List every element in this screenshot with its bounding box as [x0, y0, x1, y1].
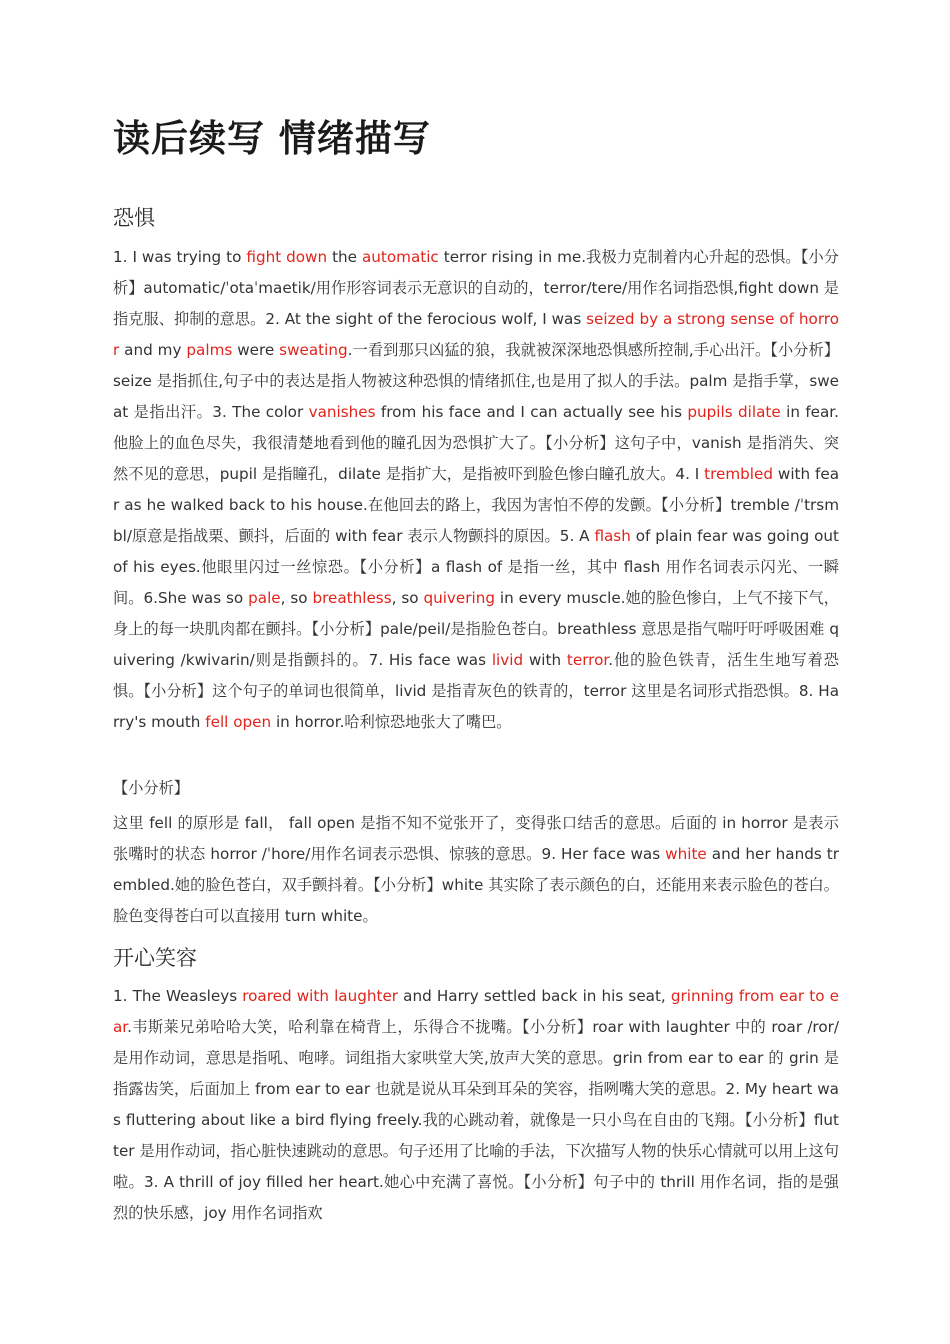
text-run: , so: [391, 589, 424, 607]
happy-paragraph-1: [113, 981, 839, 1229]
highlighted-phrase: livid: [491, 651, 524, 669]
text-run: of plain fear was going out of his eyes.他眼里闪过一丝惊恐。【小分析】a flash of 是指一丝，其中 flash 用作名词表示闪光、一瞬间。6.She was so: [113, 527, 839, 607]
text-run: in fear.他脸上的血色尽失，我很清楚地看到他的瞳孔因为恐惧扩大了。【小分析】这句子中，vanish 是指消失、突然不见的意思，pupil 是指瞳孔，dilate 是指扩大，是指被吓到脸色惨白瞳孔放大。4. I: [113, 403, 839, 483]
text-run: .韦斯莱兄弟哈哈大笑，哈利靠在椅背上，乐得合不拢嘴。【小分析】roar with laughter 中的 roar /ror/是用作动词，意思是指吼、咆哮。词组指大家哄堂大笑,放声大笑的意思。grin from ear to ear 的 grin 是指露齿笑，后面加上 from ear to ear 也就是说从耳朵到耳朵的笑容，指咧嘴大笑的意思。2. My heart was fluttering about like a bird flying freely.我的心跳动着，就像是一只小鸟在自由的飞翔。【小分析】flutter 是用作动词，指心脏快速跳动的意思。句子还用了比喻的手法，下次描写人物的快乐心情就可以用上这句啦。3. A thrill of joy filled her heart.她心中充满了喜悦。【小分析】句子中的 thrill 用作名词，指的是强烈的快乐感，joy 用作名词指欢: [113, 1018, 839, 1222]
highlighted-phrase: pale: [248, 589, 281, 607]
text-run: from his face and I can actually see his: [375, 403, 688, 421]
text-run: with fear as he walked back to his house.在他回去的路上，我因为害怕不停的发颤。【小分析】tremble /ˈtrsmbl/原意是指战栗、颤抖，后面的 with fear 表示人物颤抖的原因。5. A: [113, 465, 840, 545]
text-run: and Harry settled back in his seat,: [398, 987, 671, 1005]
fear-paragraph-3: [113, 808, 839, 932]
highlighted-phrase: white: [665, 845, 707, 863]
text-run: 这里 fell 的原形是 fall， fall open 是指不知不觉张开了，变得张口结舌的意思。后面的 in horror 是表示张嘴时的状态 horror /ˈhore/用作名词表示恐惧、惊骇的意思。9. Her face was: [113, 814, 839, 863]
text-run: in horror.哈利惊恐地张大了嘴巴。: [271, 713, 512, 731]
highlighted-phrase: sweating: [279, 341, 348, 359]
text-run: terror rising in me.我极力克制着内心升起的恐惧。【小分析】automatic/ˈotaˈmaetik/用作形容词表示无意识的自动的，terror/tere/用作名词指恐惧,fight down 是指克服、抑制的意思。2. At the sight of the ferocious wolf, I was: [113, 248, 839, 328]
text-run: the: [327, 248, 362, 266]
page-title: 读后续写 情绪描写: [113, 117, 431, 160]
highlighted-phrase: pupils dilate: [687, 403, 781, 421]
highlighted-phrase: quivering: [423, 589, 495, 607]
text-run: 1. The Weasleys: [113, 987, 243, 1005]
highlighted-phrase: flash: [594, 527, 631, 545]
highlighted-phrase: grinning from ear to ear: [113, 987, 839, 1036]
highlighted-phrase: vanishes: [308, 403, 376, 421]
text-run: with: [523, 651, 567, 669]
fear-paragraph-2: [113, 773, 839, 804]
section-heading-fear: 恐惧: [113, 206, 155, 230]
highlighted-phrase: seized by a strong sense of horror: [113, 310, 839, 359]
text-run: and her hands trembled.她的脸色苍白，双手颤抖着。【小分析】white 其实除了表示颜色的白，还能用来表示脸色的苍白。脸色变得苍白可以直接用 turn white。: [113, 845, 839, 925]
section-heading-happy: 开心笑容: [113, 946, 197, 970]
highlighted-phrase: trembled: [704, 465, 774, 483]
highlighted-phrase: terror: [566, 651, 609, 669]
fear-paragraph-1: [113, 242, 839, 738]
text-run: in every muscle.她的脸色惨白，上气不接下气，身上的每一块肌肉都在颤抖。【小分析】pale/peil/是指脸色苍白。breathless 意思是指气喘吁吁呼吸困难 quivering /kwivarin/则是指颤抖的。7. His face was: [113, 589, 839, 669]
highlighted-phrase: breathless: [312, 589, 392, 607]
text-run: and my: [119, 341, 187, 359]
highlighted-phrase: fell open: [205, 713, 272, 731]
text-run: 【小分析】: [113, 779, 189, 797]
highlighted-phrase: palms: [186, 341, 233, 359]
highlighted-phrase: roared with laughter: [242, 987, 399, 1005]
text-run: , so: [280, 589, 313, 607]
highlighted-phrase: fight down: [246, 248, 328, 266]
text-run: 1. I was trying to: [113, 248, 247, 266]
highlighted-phrase: automatic: [361, 248, 439, 266]
text-run: .一看到那只凶猛的狼，我就被深深地恐惧感所控制,手心出汗。【小分析】seize 是指抓住,句子中的表达是指人物被这种恐惧的情绪抓住,也是用了拟人的手法。palm 是指手掌，sweat 是指出汗。3. The color: [113, 341, 840, 421]
text-run: were: [232, 341, 280, 359]
text-run: .他的脸色铁青，活生生地写着恐惧。【小分析】这个句子的单词也很简单，livid 是指青灰色的铁青的，terror 这里是名词形式指恐惧。8. Harry's mouth: [113, 651, 839, 731]
